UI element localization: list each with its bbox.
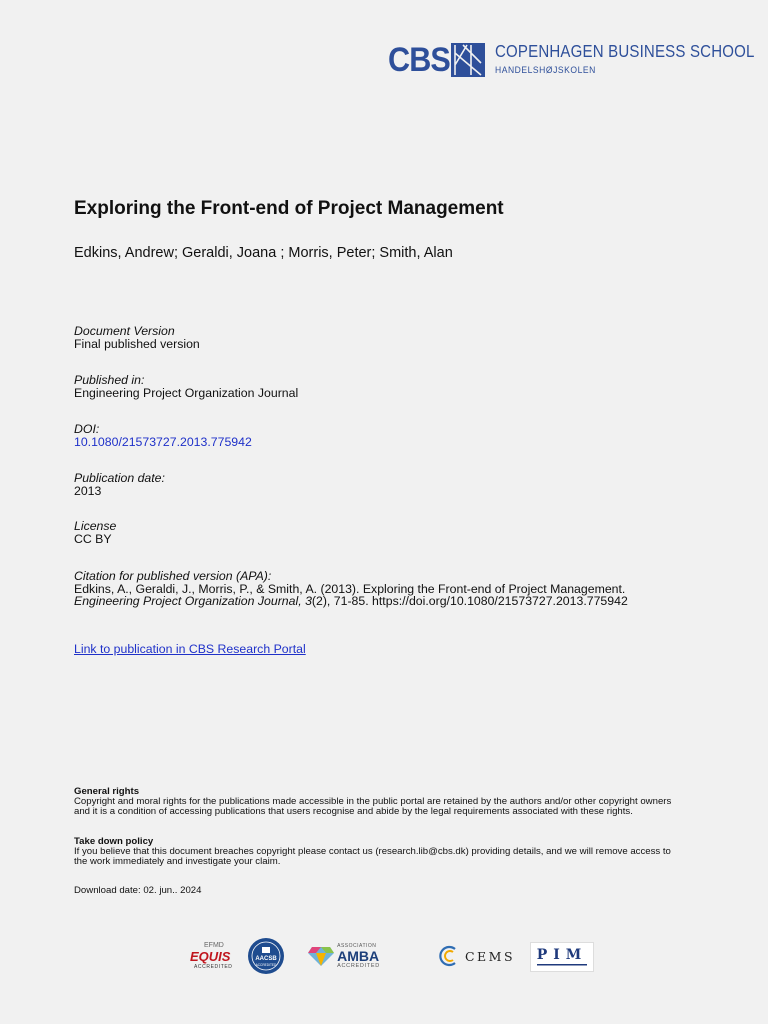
download-date: Download date: 02. jun.. 2024	[74, 885, 202, 896]
author-list: Edkins, Andrew; Geraldi, Joana ; Morris, Peter; Smith, Alan	[74, 245, 453, 261]
take-down-policy	[74, 837, 724, 866]
general-rights-text: Copyright and moral rights for the publications made accessible in the public portal are retained by the authors and/or other copyright owners	[74, 795, 672, 807]
field-label: Published in:	[74, 373, 145, 387]
citation-line: Edkins, A., Geraldi, J., Morris, P., & Smith, A. (2013). Exploring the Front-end of Project Management.	[74, 581, 626, 596]
take-down-heading: Take down policy	[74, 836, 154, 847]
field-label: License	[74, 519, 117, 533]
amba-name: AMBA	[337, 947, 380, 964]
take-down-text-2: the work immediately and investigate your claim.	[74, 855, 281, 867]
citation-separator: ,	[298, 594, 306, 608]
amba-sub: ACCREDITED	[337, 962, 380, 969]
amba-diamond-icon	[308, 945, 334, 967]
amba-logo	[305, 936, 383, 976]
citation-rest: (2), 71-85. https://doi.org/10.1080/21573727.2013.775942	[311, 594, 628, 608]
logo-abbr: CBS	[388, 41, 450, 79]
aacsb-sub: ACCREDITED	[255, 963, 277, 967]
aacsb-name: AACSB	[255, 956, 277, 962]
citation-volume: 3	[305, 594, 312, 608]
published-in-field	[74, 374, 298, 399]
amba-top: ASSOCIATION	[337, 942, 377, 949]
field-value: CC BY	[74, 531, 112, 546]
document-version-field	[74, 325, 200, 350]
field-value: Final published version	[74, 336, 200, 351]
publication-date-field	[74, 472, 165, 497]
general-rights-text-2: and it is a condition of accessing publications that users recognise and abide by the legal requirements associated with these rights.	[74, 805, 633, 817]
equis-logo	[176, 936, 232, 976]
equis-efmd: EFMD	[204, 942, 224, 949]
citation-line-2	[74, 595, 628, 608]
cems-name: CEMS	[464, 948, 516, 964]
cbs-logo	[388, 41, 755, 79]
field-value: Engineering Project Organization Journal	[74, 385, 299, 400]
school-subname: HANDELSHØJSKOLEN	[495, 65, 596, 76]
doi-field	[74, 423, 252, 448]
citation-journal: Engineering Project Organization Journal	[74, 594, 299, 608]
general-rights-heading: General rights	[74, 786, 140, 797]
field-label: Document Version	[74, 324, 175, 338]
equis-name: EQUIS	[190, 949, 231, 964]
citation-block	[74, 570, 628, 608]
citation-label: Citation for published version (APA):	[74, 569, 272, 583]
aacsb-seal-icon	[247, 937, 285, 975]
pim-underline-icon	[537, 963, 587, 967]
school-name: COPENHAGEN BUSINESS SCHOOL	[495, 41, 755, 61]
field-value: 2013	[74, 483, 102, 498]
doi-link[interactable]: 10.1080/21573727.2013.775942	[74, 434, 252, 449]
aacsb-logo	[246, 936, 286, 976]
research-portal-link[interactable]: Link to publication in CBS Research Portal	[74, 642, 306, 656]
document-title: Exploring the Front-end of Project Management	[74, 198, 504, 219]
cbs-emblem-icon	[451, 43, 485, 77]
logo-text	[495, 42, 768, 77]
equis-sub: ACCREDITED	[194, 964, 233, 970]
pim-name: PIM	[536, 947, 588, 963]
license-field	[74, 520, 116, 545]
field-label: DOI:	[74, 422, 100, 436]
cems-swirl-icon	[439, 945, 461, 967]
cems-logo	[437, 936, 517, 976]
field-label: Publication date:	[74, 471, 165, 485]
general-rights	[74, 787, 724, 816]
pim-logo	[530, 942, 594, 972]
take-down-text: If you believe that this document breaches copyright please contact us (research.lib@cbs.dk) providing details, and we will remove access to	[74, 845, 671, 857]
